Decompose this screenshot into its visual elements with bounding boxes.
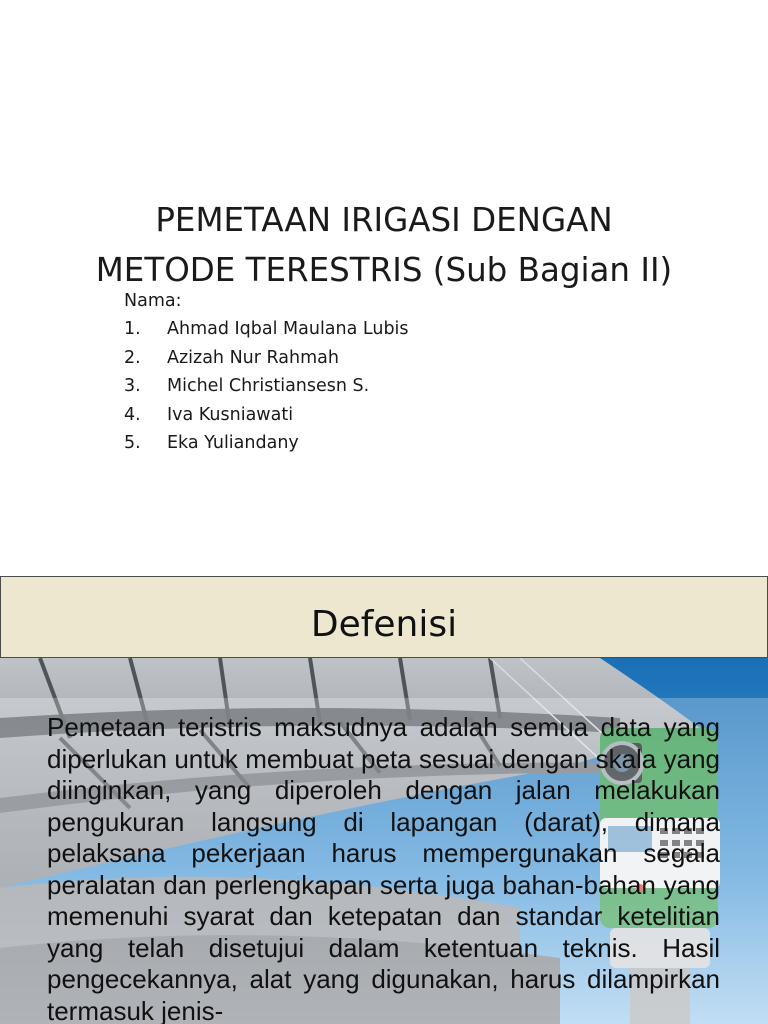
member-item bbox=[124, 344, 409, 373]
slide-heading: Defenisi bbox=[310, 604, 458, 645]
member-number: 1. bbox=[124, 319, 141, 339]
member-number: 3. bbox=[124, 376, 141, 396]
member-name: Eka Yuliandany bbox=[167, 433, 299, 453]
member-number: 4. bbox=[124, 404, 141, 425]
member-item bbox=[124, 401, 409, 430]
definition-slide bbox=[0, 576, 768, 1024]
slide-title bbox=[40, 195, 728, 295]
slide-header bbox=[0, 576, 768, 658]
member-name: Ahmad Iqbal Maulana Lubis bbox=[167, 319, 409, 339]
definition-text: Pemetaan teristris maksudnya adalah semua data yang diperlukan untuk membuat peta sesuai dengan skala yang diinginkan, yang diperoleh dengan jalan melakukan pengukuran langsung di lapangan (darat), dimana pelaksana pekerjaan harus mempergunakan segala peralatan dan perlengkapan serta juga bahan-bahan yang memenuhi syarat dan ketepatan dan standar ketelitian yang telah disetujui dalam ketentuan teknis. Hasil pengecekannya, alat yang digunakan, harus dilampirkan termasuk jenis- bbox=[47, 712, 720, 1024]
title-line-2: METODE TERESTRIS (Sub Bagian II) bbox=[95, 251, 673, 289]
member-name: Azizah Nur Rahmah bbox=[167, 347, 339, 368]
member-item bbox=[124, 372, 409, 401]
member-item bbox=[124, 315, 409, 344]
member-name: Michel Christiansesn S. bbox=[167, 376, 370, 396]
members-list bbox=[124, 287, 409, 458]
member-name: Iva Kusniawati bbox=[167, 404, 294, 425]
member-number: 5. bbox=[124, 433, 141, 453]
members-label: Nama: bbox=[124, 291, 182, 311]
member-number: 2. bbox=[124, 347, 141, 368]
title-line-1: PEMETAAN IRIGASI DENGAN bbox=[155, 201, 613, 239]
member-item bbox=[124, 429, 409, 458]
